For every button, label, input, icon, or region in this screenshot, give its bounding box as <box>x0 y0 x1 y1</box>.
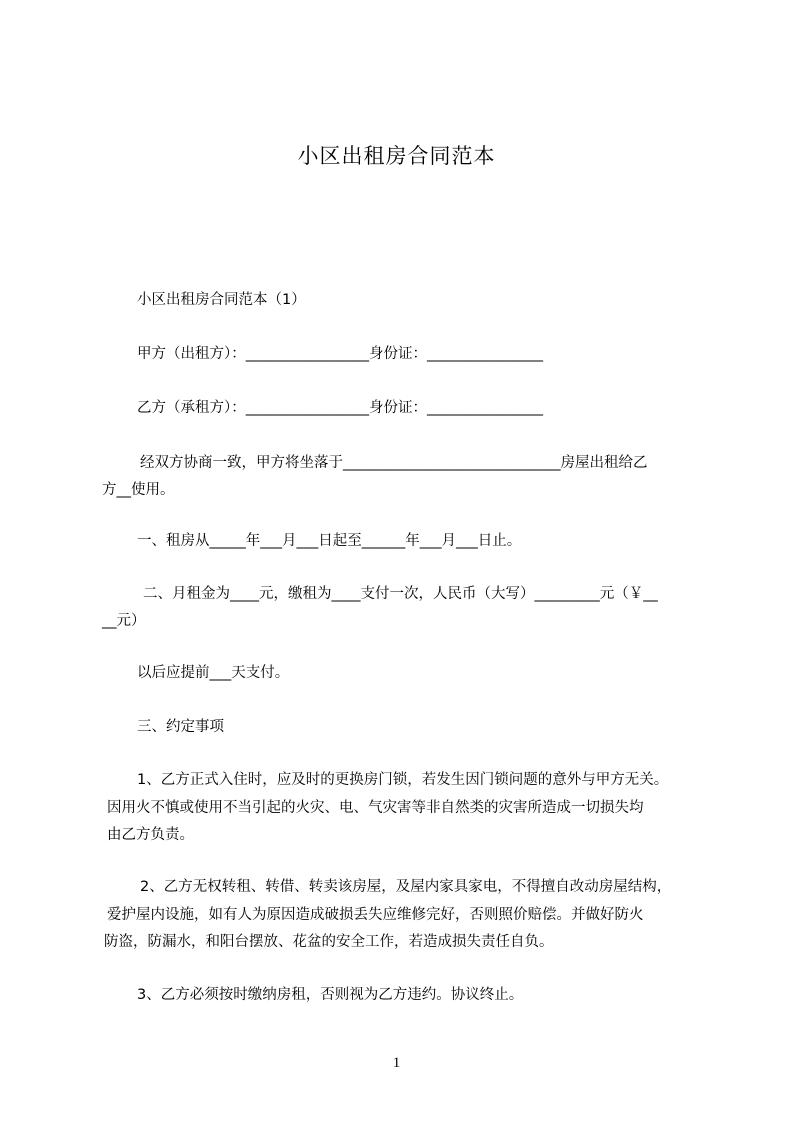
clause-2-note: 以后应提前___天支付。 <box>137 665 290 681</box>
clause-2-line-2: __元） <box>102 613 146 629</box>
section-subtitle: 小区出租房合同范本（1） <box>137 292 306 308</box>
item-3: 3、乙方必须按时缴纳房租，否则视为乙方违约。协议终止。 <box>137 987 524 1003</box>
clause-3-heading: 三、约定事项 <box>137 719 224 735</box>
item-2-line-3: 防盗，防漏水，和阳台摆放、花盆的安全工作，若造成损失责任自负。 <box>104 934 554 950</box>
clause-1: 一、租房从_____年___月___日起至______年___月___日止。 <box>137 533 522 549</box>
item-1-line-1: 1、乙方正式入住时，应及时的更换房门锁，若发生因门锁问题的意外与甲方无关。 <box>137 772 669 788</box>
item-1-line-2: 因用火不慎或使用不当引起的火灾、电、气灾害等非自然类的灾害所造成一切损失均 <box>107 800 644 816</box>
item-2-line-2: 爱护屋内设施，如有人为原因造成破损丢失应维修完好，否则照价赔偿。并做好防火 <box>107 907 644 923</box>
item-2-line-1: 2、乙方无权转租、转借、转卖该房屋，及屋内家具家电，不得擅自改动房屋结构， <box>140 879 672 895</box>
document-title: 小区出租房合同范本 <box>297 144 496 168</box>
page-number: 1 <box>392 1055 401 1071</box>
item-1-line-3: 由乙方负责。 <box>107 827 194 843</box>
party-a-line: 甲方（出租方）：_________________身份证：________________ <box>137 346 543 362</box>
clause-2-line-1: 二、月租金为____元，缴租为____支付一次，人民币（大写）_________元（￥__ <box>143 586 658 602</box>
intro-line-1: 经双方协商一致，甲方将坐落于______________________________房屋出租给乙 <box>140 455 648 471</box>
intro-line-2: 方__使用。 <box>102 482 175 498</box>
party-b-line: 乙方（承租方）：_________________身份证：________________ <box>137 400 543 416</box>
